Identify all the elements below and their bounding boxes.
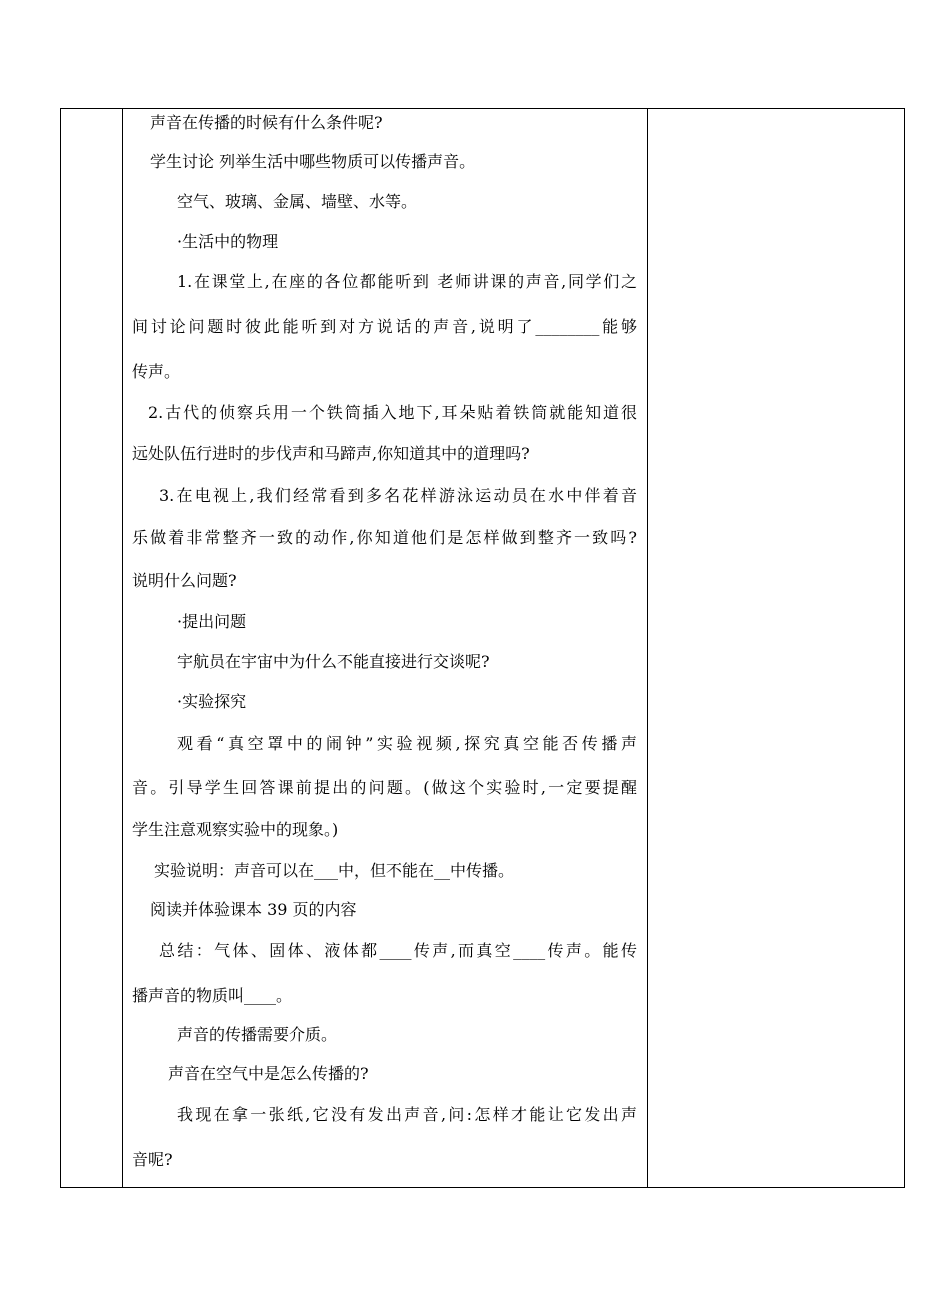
text-line: 声音在空气中是怎么传播的? xyxy=(168,1064,369,1083)
column-divider-right xyxy=(647,109,648,1187)
text-line: 2.古代的侦察兵用一个铁筒插入地下,耳朵贴着铁筒就能知道很 xyxy=(148,403,637,422)
text-line: 我现在拿一张纸,它没有发出声音,问:怎样才能让它发出声 xyxy=(177,1105,637,1124)
text-line: 音。引导学生回答课前提出的问题。(做这个实验时,一定要提醒 xyxy=(132,778,637,797)
text-line: 间讨论问题时彼此能听到对方说话的声音,说明了________能够 xyxy=(132,317,637,336)
text-line: 音呢? xyxy=(132,1150,173,1169)
text-line: 学生注意观察实验中的现象。) xyxy=(132,820,339,839)
text-line: 播声音的物质叫____。 xyxy=(132,986,293,1005)
text-line: 说明什么问题? xyxy=(132,571,237,590)
text-line: 声音的传播需要介质。 xyxy=(177,1025,338,1044)
text-line: 观看“真空罩中的闹钟”实验视频,探究真空能否传播声 xyxy=(177,734,637,753)
text-line: 1.在课堂上,在座的各位都能听到 老师讲课的声音,同学们之 xyxy=(177,272,637,291)
text-line: 远处队伍行进时的步伐声和马蹄声,你知道其中的道理吗? xyxy=(132,444,530,463)
text-line: 乐做着非常整齐一致的动作,你知道他们是怎样做到整齐一致吗? xyxy=(132,528,637,547)
text-line: 3.在电视上,我们经常看到多名花样游泳运动员在水中伴着音 xyxy=(159,486,637,505)
text-line: 实验说明：声音可以在___中，但不能在__中传播。 xyxy=(154,861,515,880)
text-line: ·实验探究 xyxy=(177,692,247,711)
text-line: 声音在传播的时候有什么条件呢? xyxy=(150,113,383,132)
text-line: 学生讨论 列举生活中哪些物质可以传播声音。 xyxy=(150,152,476,171)
column-divider-left xyxy=(122,109,123,1187)
text-line: 宇航员在宇宙中为什么不能直接进行交谈呢? xyxy=(177,652,490,671)
text-line: ·提出问题 xyxy=(177,612,247,631)
text-line: 总结：气体、固体、液体都____传声,而真空____传声。能传 xyxy=(159,941,637,960)
text-line: 空气、玻璃、金属、墙壁、水等。 xyxy=(177,192,418,211)
text-line: ·生活中的物理 xyxy=(177,232,279,251)
text-line: 阅读并体验课本 39 页的内容 xyxy=(150,900,357,919)
text-line: 传声。 xyxy=(132,362,181,381)
